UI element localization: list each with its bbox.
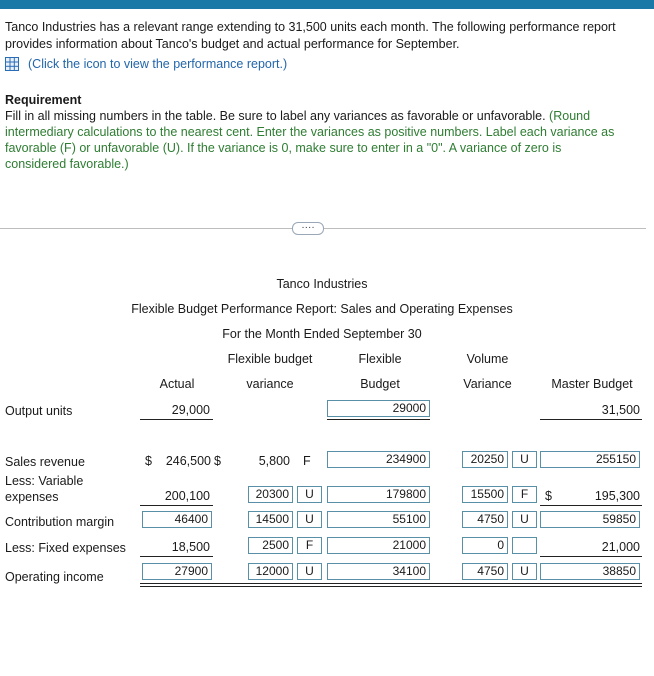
variable-fb-variance[interactable]: 20300 [248,486,293,503]
output-units-label: Output units [5,404,73,418]
variable-volume-variance-label[interactable]: F [512,486,537,503]
header-flex-budget-2: Budget [360,377,400,391]
fixed-fb-variance[interactable]: 2500 [248,537,293,554]
underline [540,505,642,506]
operating-actual[interactable]: 27900 [142,563,212,580]
requirement-line-1 [5,108,590,124]
fixed-volume-variance-label[interactable] [512,537,537,554]
fixed-flex-budget[interactable]: 21000 [327,537,430,554]
table-icon[interactable] [5,57,19,71]
output-units-master: 31,500 [601,403,640,417]
header-flex-budget-1: Flexible [358,352,402,366]
sales-label: Sales revenue [5,455,85,469]
sales-flex-budget[interactable]: 234900 [327,451,430,468]
operating-volume-variance-label[interactable]: U [512,563,537,580]
report-period: For the Month Ended September 30 [222,327,422,341]
fixed-master: 21,000 [601,540,640,554]
variable-master: 195,300 [594,489,640,503]
output-units-flex-budget[interactable]: 29000 [327,400,430,417]
operating-fb-variance[interactable]: 12000 [248,563,293,580]
fixed-fb-variance-label[interactable]: F [297,537,322,554]
contribution-fb-variance[interactable]: 14500 [248,511,293,528]
contribution-master[interactable]: 59850 [540,511,640,528]
report-title: Flexible Budget Performance Report: Sales and Operating Expenses [131,302,513,316]
operating-flex-budget[interactable]: 34100 [327,563,430,580]
contribution-volume-variance-label[interactable]: U [512,511,537,528]
operating-label: Operating income [5,570,104,584]
header-vol-var-1: Volume [466,352,509,366]
double-underline-top [140,583,642,584]
requirement-note-start: (Round [549,109,591,123]
fixed-volume-variance[interactable]: 0 [462,537,508,554]
contribution-actual[interactable]: 46400 [142,511,212,528]
sales-fb-variance: 5,800 [258,454,290,468]
view-report-link[interactable]: (Click the icon to view the performance report.) [28,57,288,71]
sales-volume-variance-label[interactable]: U [512,451,537,468]
requirement-heading: Requirement [5,93,82,107]
sales-dollar-sign: $ [145,454,152,468]
operating-fb-variance-label[interactable]: U [297,563,322,580]
header-actual: Actual [159,377,195,391]
contribution-label: Contribution margin [5,515,115,529]
variable-fb-variance-label[interactable]: U [297,486,322,503]
variable-dollar-sign: $ [545,489,552,503]
variable-label-1: Less: Variable [5,474,84,488]
header-master: Master Budget [551,377,633,391]
fixed-actual: 18,500 [171,540,210,554]
contribution-flex-budget[interactable]: 55100 [327,511,430,528]
double-underline-bottom [140,586,642,587]
underline [327,419,430,420]
header-flex-var-2: variance [246,377,294,391]
underline [540,556,642,557]
sales-actual: 246,500 [165,454,211,468]
variable-actual: 200,100 [164,489,210,503]
sales-dollar-sign-2: $ [214,454,221,468]
top-accent-bar [0,0,654,9]
requirement-line-2: intermediary calculations to the nearest cent. Enter the variances as positive numbers. Label each variance as [5,125,615,139]
intro-line-2: provides information about Tanco's budget and actual performance for September. [5,37,460,51]
sales-volume-variance[interactable]: 20250 [462,451,508,468]
intro-line-1: Tanco Industries has a relevant range extending to 31,500 units each month. The following performance report [5,20,616,34]
report-company: Tanco Industries [276,277,368,291]
sales-fb-variance-label: F [303,454,311,468]
variable-volume-variance[interactable]: 15500 [462,486,508,503]
requirement-line-3: favorable (F) or unfavorable (U). If the variance is 0, make sure to enter in a "0". A variance of zero is [5,141,562,155]
header-flex-var-1: Flexible budget [227,352,313,366]
header-vol-var-2: Variance [463,377,512,391]
operating-master[interactable]: 38850 [540,563,640,580]
underline [140,505,213,506]
expand-button[interactable]: ···· [292,222,324,235]
underline [540,419,642,420]
output-units-actual: 29,000 [171,403,210,417]
contribution-volume-variance[interactable]: 4750 [462,511,508,528]
contribution-fb-variance-label[interactable]: U [297,511,322,528]
operating-volume-variance[interactable]: 4750 [462,563,508,580]
underline [140,556,213,557]
requirement-instruction: Fill in all missing numbers in the table. Be sure to label any variances as favorable or unfavorable. [5,109,546,123]
requirement-line-4: considered favorable.) [5,157,129,171]
sales-master[interactable]: 255150 [540,451,640,468]
underline [140,419,213,420]
variable-label-2: expenses [5,490,59,504]
fixed-label: Less: Fixed expenses [5,541,126,555]
variable-flex-budget[interactable]: 179800 [327,486,430,503]
